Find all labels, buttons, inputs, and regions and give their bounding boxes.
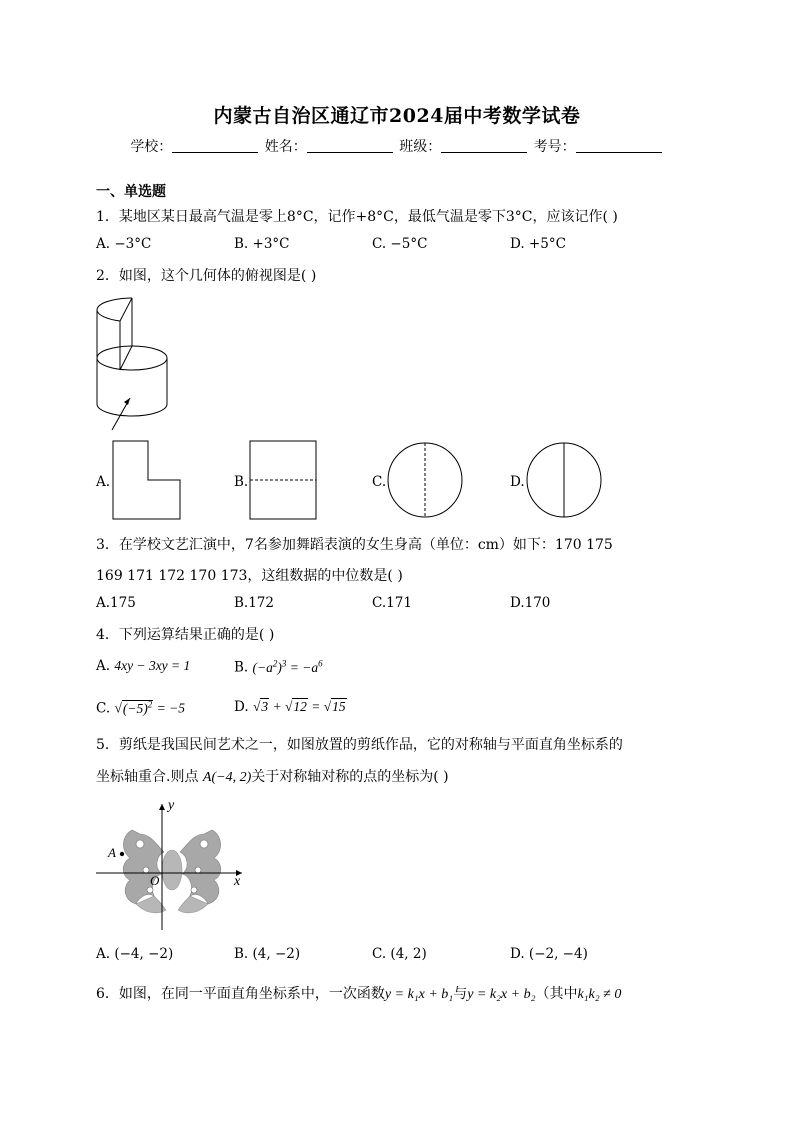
- q3-stem-line2: 169 171 172 170 173，这组数据的中位数是( ): [96, 568, 403, 584]
- q5-option-a[interactable]: A. (−4, −2): [96, 946, 174, 962]
- q4-option-a-expr: 4xy − 3xy = 1: [114, 658, 191, 673]
- field-number-label: 考号：: [533, 139, 576, 155]
- q5-point-a: A(−4, 2): [202, 770, 252, 785]
- q5-paper-cut-figure: [92, 800, 252, 935]
- q4-option-c-expr: $√(-5)^2 = -5$: [114, 699, 185, 716]
- field-class-label: 班级：: [399, 139, 442, 155]
- q6-stem-post: （其中: [535, 986, 578, 1002]
- q6-stem: [96, 983, 621, 1003]
- q5-option-c[interactable]: C. (4, 2): [372, 946, 427, 962]
- q6-function-2: y = k₂x + b₂: [467, 987, 536, 1002]
- q3-stem-line1: 3．在学校文艺汇演中，7名参加舞蹈表演的女生身高（单位：cm）如下：170 175: [96, 537, 613, 553]
- field-number-blank[interactable]: [576, 138, 662, 153]
- q5-axis-x-label: x: [234, 874, 241, 889]
- q1-option-d[interactable]: D. +5°C: [510, 236, 566, 252]
- q1-option-c[interactable]: C. −5°C: [372, 236, 428, 252]
- q2-option-c[interactable]: C.: [372, 474, 387, 490]
- q2-option-b-figure: [249, 440, 319, 520]
- q5-option-b[interactable]: B. (4, −2): [234, 946, 301, 962]
- q2-option-b[interactable]: B.: [234, 474, 249, 490]
- q5-origin-label: O: [150, 873, 160, 888]
- student-info-line: [0, 136, 794, 156]
- q2-solid-figure: [90, 290, 180, 440]
- q5-stem-pre: 坐标轴重合.则点: [96, 769, 203, 785]
- q5-point-a-label: A: [108, 845, 116, 860]
- q2-option-d[interactable]: D.: [510, 474, 525, 490]
- exam-title: 内蒙古自治区通辽市2024届中考数学试卷: [213, 105, 581, 127]
- q2-option-d-figure: [525, 441, 603, 519]
- q4-option-b-label: B.: [234, 659, 253, 676]
- q2-stem: 2．如图，这个几何体的俯视图是( ): [96, 268, 317, 284]
- q5-axis-y-label: y: [168, 798, 175, 813]
- q4-option-b[interactable]: [234, 658, 323, 676]
- q2-option-a-figure: [112, 440, 182, 520]
- q6-function-1: y = k₁x + b₁: [384, 987, 454, 1002]
- q2-option-a[interactable]: A.: [96, 474, 111, 490]
- q4-option-a[interactable]: [96, 658, 190, 674]
- q2-option-c-figure: [386, 441, 464, 519]
- q3-option-c[interactable]: C.171: [372, 595, 412, 611]
- paper-cut-pattern: [123, 830, 221, 913]
- q1-option-a[interactable]: A. −3°C: [96, 236, 152, 252]
- q6-stem-mid: 与: [453, 986, 468, 1002]
- q5-option-d[interactable]: D. (−2, −4): [510, 946, 588, 962]
- q6-condition: k₁k₂ ≠ 0: [577, 987, 622, 1002]
- q5-stem-line2: [96, 766, 449, 786]
- q4-option-d-expr: √3 + √12 = √15: [252, 699, 346, 714]
- field-school-blank[interactable]: [172, 138, 258, 153]
- q1-stem: 1．某地区某日最高气温是零上8°C，记作+8°C，最低气温是零下3°C，应该记作( ): [96, 209, 618, 225]
- q4-option-d-label: D.: [234, 699, 253, 715]
- q4-stem: 4．下列运算结果正确的是( ): [96, 627, 275, 643]
- field-name-blank[interactable]: [307, 138, 393, 153]
- q3-option-b[interactable]: B.172: [234, 595, 274, 611]
- q3-option-a[interactable]: A.175: [96, 595, 136, 611]
- field-class-blank[interactable]: [441, 138, 527, 153]
- q4-option-d[interactable]: [234, 699, 347, 715]
- q5-stem-line1: 5．剪纸是我国民间艺术之一，如图放置的剪纸作品，它的对称轴与平面直角坐标系的: [96, 737, 623, 753]
- q3-option-d[interactable]: D.170: [510, 595, 551, 611]
- q6-stem-pre: 6．如图，在同一平面直角坐标系中，一次函数: [96, 986, 385, 1002]
- q4-option-c-label: C.: [96, 700, 115, 717]
- q5-stem-post: 关于对称轴对称的点的坐标为( ): [251, 769, 449, 785]
- q4-option-c[interactable]: [96, 699, 185, 717]
- q4-option-a-label: A.: [96, 658, 115, 674]
- field-name-label: 姓名：: [264, 139, 307, 155]
- q4-option-b-expr: $(-a^2)^3 = -a^6$: [252, 658, 323, 675]
- q1-option-b[interactable]: B. +3°C: [234, 236, 290, 252]
- field-school-label: 学校：: [130, 139, 173, 155]
- section-heading: 一、单选题: [96, 184, 166, 200]
